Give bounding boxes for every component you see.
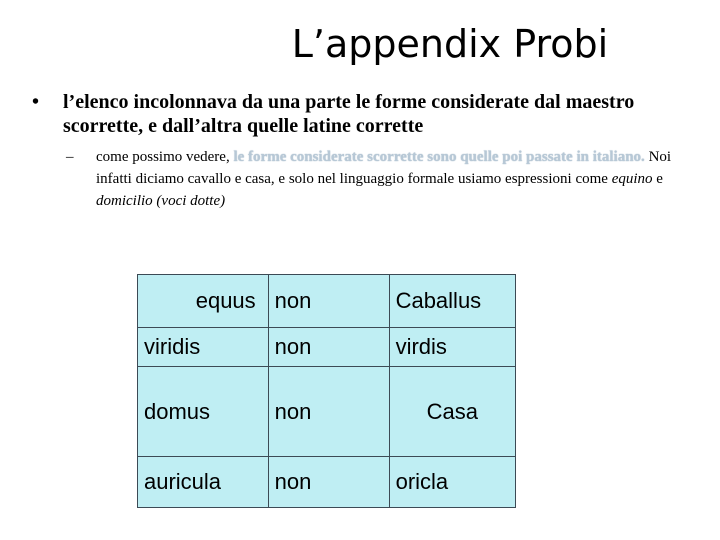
italic-domicilio: domicilio (voci dotte) <box>96 193 226 209</box>
table-cell: non <box>268 275 389 328</box>
table-cell: equus <box>138 275 269 328</box>
table-row <box>138 328 516 367</box>
bullet-marker: • <box>32 91 40 113</box>
sub-bullet-text <box>96 146 696 212</box>
table-cell: virdis <box>389 328 515 367</box>
italic-equino: equino <box>611 171 653 187</box>
table-cell: viridis <box>138 328 269 367</box>
table-cell: non <box>268 328 389 367</box>
table-row <box>138 456 516 507</box>
table-row <box>138 275 516 328</box>
table-cell: non <box>268 456 389 507</box>
table-cell: auricula <box>138 456 269 507</box>
latin-forms-table <box>137 274 516 508</box>
main-bullet-text: l’elenco incolonnava da una parte le forme considerate dal maestro scorrette, e dall’altra quelle latine corrette <box>63 91 635 137</box>
sub-text-mid: Noi infatti diciamo cavallo e casa, e solo nel linguaggio formale usiamo espressioni come <box>96 149 672 187</box>
sub-bullet <box>66 146 696 212</box>
highlighted-text: le forme considerate scorrette sono quelle poi passate in italiano. <box>233 149 645 165</box>
table-cell: oricla <box>389 456 515 507</box>
table-cell: Caballus <box>389 275 515 328</box>
table-cell: Casa <box>389 367 515 456</box>
sub-text-and: e <box>652 171 663 187</box>
sub-text-before: come possimo vedere, <box>96 149 234 165</box>
main-bullet <box>32 90 692 138</box>
table-cell: non <box>268 367 389 456</box>
table-row <box>138 367 516 456</box>
table-cell: domus <box>138 367 269 456</box>
slide-title: L’appendix Probi <box>291 22 609 66</box>
sub-bullet-marker: – <box>66 149 74 165</box>
